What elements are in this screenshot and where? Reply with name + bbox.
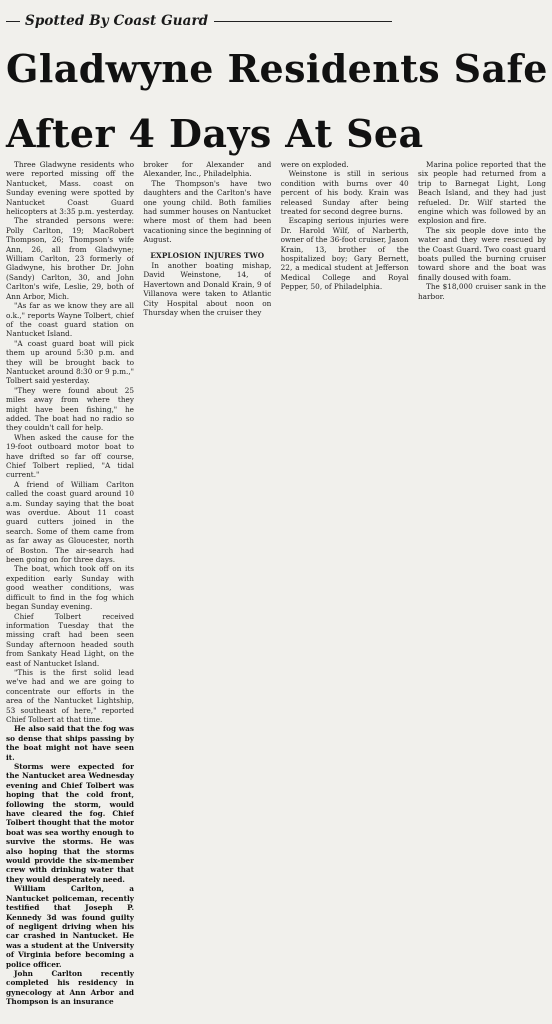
article-paragraph: A friend of William Carlton called the coast guard around 10 a.m. Sunday saying that the boat was overdue. About 11 coast guard cutters joined in the search. Some of them came from as far away as Gloucester, north of Boston. The air-search had been going on for three days. <box>6 479 134 565</box>
article-paragraph: Weinstone is still in serious condition with burns over 40 percent of his body. Krain was released Sunday after being treated for second degree burns. <box>280 169 409 217</box>
article-paragraph: Marina police reported that the six people had returned from a trip to Barnegat Light, Long Beach Island, and they had just refueled. Dr. Wilf started the engine which was followed by an explosion and fire. <box>417 160 546 226</box>
article-column-2 <box>143 160 271 1020</box>
kicker-rule-left <box>6 21 20 22</box>
article-paragraph: The Thompson's have two daughters and the Carlton's have one young child. Both families had summer houses on Nantucket where most of them had been vacationing since the beginning of August. <box>143 178 272 245</box>
article-paragraph: "They were found about 25 miles away from where they might have been fishing," he added. The boat had no radio so they couldn't call for help. <box>6 385 134 433</box>
article-paragraph: He also said that the fog was so dense that ships passing by the boat might not have seen it. <box>6 724 134 762</box>
article-paragraph: broker for Alexander and Alexander, Inc., Philadelphia. <box>143 160 272 179</box>
article-paragraph: William Carlton, a Nantucket policeman, recently testified that Joseph P. Kennedy 3d was found guilty of negligent driving when his car crashed in Nantucket. He was a student at the University of Virginia before becoming a police officer. <box>6 884 134 969</box>
article-column-3 <box>281 160 409 1020</box>
article-paragraph: When asked the cause for the 19-foot outboard motor boat to have drifted so far off course, Chief Tolbert replied, "A tidal current." <box>6 432 134 480</box>
article-paragraph: Chief Tolbert received information Tuesday that the missing craft had been seen Sunday afternoon headed south from Sankaty Head Light, on the east of Nantucket Island. <box>6 611 134 668</box>
article-paragraph: In another boating mishap, David Weinstone, 14, of Havertown and Donald Krain, 9 of Villanova were taken to Atlantic City Hospital about noon on Thursday when the cruiser they <box>143 261 272 318</box>
article-paragraph: Escaping serious injuries were Dr. Harold Wilf, of Narberth, owner of the 36-foot cruiser, Jason Krain, 13, brother of the hospitalized boy; Gary Bernett, 22, a medical student at Jefferson Medical College and Royal Pepper, 50, of Philadelphia. <box>280 216 409 292</box>
headline-line-1: Gladwyne Residents Safe <box>6 46 548 91</box>
article-paragraph: Three Gladwyne residents who were reported missing off the Nantucket, Mass. coast on Sunday evening were spotted by Nantucket Coast Guard helicopters at 3:35 p.m. yesterday. <box>6 160 134 217</box>
article-paragraph: The six people dove into the water and they were rescued by the Coast Guard. Two coast guard boats pulled the burning cruiser toward shore and the boat was finally doused with foam. <box>417 225 546 282</box>
article-paragraph: were on exploded. <box>280 160 349 169</box>
headline-line-2: After 4 Days At Sea <box>6 111 424 156</box>
article-paragraph: The $18,000 cruiser sank in the harbor. <box>417 282 546 301</box>
article-column-4 <box>418 160 546 1020</box>
kicker: Spotted By Coast Guard <box>25 13 209 29</box>
article-paragraph: "A coast guard boat will pick them up around 5:30 p.m. and they will be brought back to Nantucket around 8:30 or 9 p.m.," Tolbert said yesterday. <box>6 338 134 386</box>
article-paragraph: John Carlton recently completed his residency in gynecology at Ann Arbor and Thompson is an insurance <box>6 968 134 1007</box>
article-column-1 <box>6 160 134 1020</box>
article-paragraph: "This is the first solid lead we've had and we are going to concentrate our efforts in the area of the Nantucket Lightship, 53 southeast of here," reported Chief Tolbert at that time. <box>6 667 134 724</box>
article-columns <box>6 160 546 1020</box>
article-paragraph: The boat, which took off on its expedition early Sunday with good weather conditions, was difficult to find in the fog which began Sunday evening. <box>6 564 134 612</box>
article-paragraph: The stranded persons were: Polly Carlton, 19; MacRobert Thompson, 26; Thompson's wife Ann, 26, all from Gladwyne; William Carlton, 23 formerly of Gladwyne, his brother Dr. John (Sandy) Carlton, 30, and John Carlton's wife, Leslie, 29, both of Ann Arbor, Mich. <box>6 216 134 301</box>
kicker-row <box>6 10 546 32</box>
article-paragraph: "As far as we know they are all o.k.," reports Wayne Tolbert, chief of the coast guard station on Nantucket Island. <box>6 301 134 339</box>
kicker-rule-right <box>214 21 392 22</box>
section-subhead: EXPLOSION INJURES TWO <box>150 250 265 260</box>
article-paragraph: Storms were expected for the Nantucket area Wednesday evening and Chief Tolbert was hoping that the cold front, following the storm, would have cleared the fog. Chief Tolbert thought that the motor boat was sea worthy enough to survive the storms. He was also hoping that the storms would provide the six-member crew with drinking water that they would desperately need. <box>6 762 134 884</box>
